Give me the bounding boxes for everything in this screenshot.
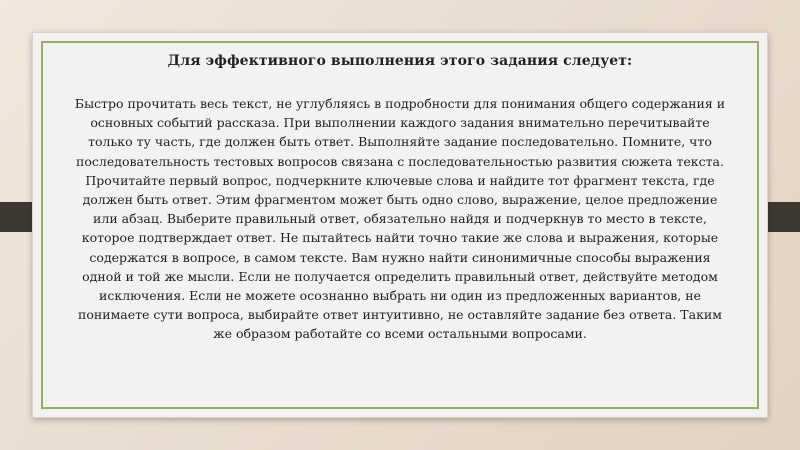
slide-title: Для эффективного выполнения этого задания следует: [167, 53, 633, 69]
slide-card [32, 32, 768, 418]
slide-body-text: Быстро прочитать весь текст, не углубляясь в подробности для понимания общего содержания и основных событий рассказа. При выполнении каждого задания внимательно перечитывайте только ту часть, где должен быть ответ. Выполняйте задание последовательно. Помните, что последовательность тестовых вопросов связана с последовательностью развития сюжета текста. Прочитайте первый вопрос, подчеркните ключевые слова и найдите тот фрагмент текста, где должен быть ответ. Этим фрагментом может быть одно слово, выражение, целое предложение или абзац. Выберите правильный ответ, обязательно найдя и подчеркнув то место в тексте, которое подтверждает ответ. Не пытайтесь найти точно такие же слова и выражения, которые содержатся в вопросе, в самом тексте. Вам нужно найти синонимичные способы выражения одной и той же мысли. Если не получается определить правильный ответ, действуйте методом исключения. Если не можете осознанно выбрать ни один из предложенных вариантов, не понимаете сути вопроса, выбирайте ответ интуитивно, не оставляйте задание без ответа. Таким же образом работайте со всеми остальными вопросами. [74, 96, 726, 342]
slide-content [73, 53, 727, 344]
